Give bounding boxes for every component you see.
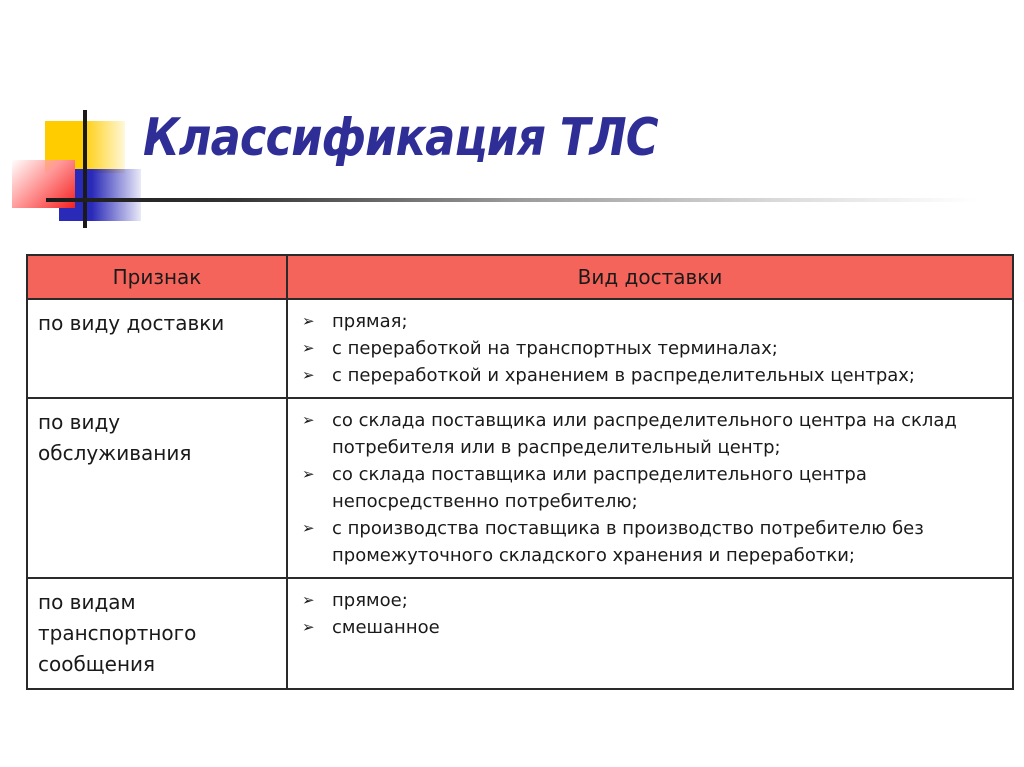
bullet-list	[300, 587, 1002, 641]
criterion-cell: по виду обслуживания	[27, 398, 287, 578]
criterion-cell: по виду доставки	[27, 299, 287, 398]
list-item: ➢ прямое;	[300, 587, 1002, 614]
title-underline	[46, 198, 976, 202]
arrow-bullet-icon: ➢	[302, 519, 315, 537]
bullet-list	[300, 407, 1002, 569]
delivery-type-cell	[287, 398, 1013, 578]
arrow-bullet-icon: ➢	[302, 366, 315, 384]
list-item: ➢ со склада поставщика или распределительного центра непосредственно потребителю;	[300, 461, 1002, 515]
delivery-type-cell	[287, 299, 1013, 398]
arrow-bullet-icon: ➢	[302, 312, 315, 330]
classification-table	[26, 254, 1014, 690]
criterion-cell: по видам транспортного сообщения	[27, 578, 287, 689]
slide-title: Классификация ТЛС	[143, 108, 658, 168]
arrow-bullet-icon: ➢	[302, 465, 315, 483]
table-row	[27, 398, 1013, 578]
arrow-bullet-icon: ➢	[302, 591, 315, 609]
list-item: ➢ с производства поставщика в производство потребителю без промежуточного складского хранения и переработки;	[300, 515, 1002, 569]
arrow-bullet-icon: ➢	[302, 339, 315, 357]
bullet-list	[300, 308, 1002, 389]
table-row	[27, 299, 1013, 398]
list-item: ➢ со склада поставщика или распределительного центра на склад потребителя или в распределительный центр;	[300, 407, 1002, 461]
column-header-criterion: Признак	[27, 255, 287, 299]
arrow-bullet-icon: ➢	[302, 411, 315, 429]
list-item: ➢ с переработкой на транспортных терминалах;	[300, 335, 1002, 362]
vertical-line-decoration	[83, 110, 87, 228]
column-header-delivery-type: Вид доставки	[287, 255, 1013, 299]
list-item: ➢ прямая;	[300, 308, 1002, 335]
list-item: ➢ с переработкой и хранением в распределительных центрах;	[300, 362, 1002, 389]
arrow-bullet-icon: ➢	[302, 618, 315, 636]
delivery-type-cell	[287, 578, 1013, 689]
table-row	[27, 578, 1013, 689]
list-item: ➢ смешанное	[300, 614, 1002, 641]
table-header-row	[27, 255, 1013, 299]
